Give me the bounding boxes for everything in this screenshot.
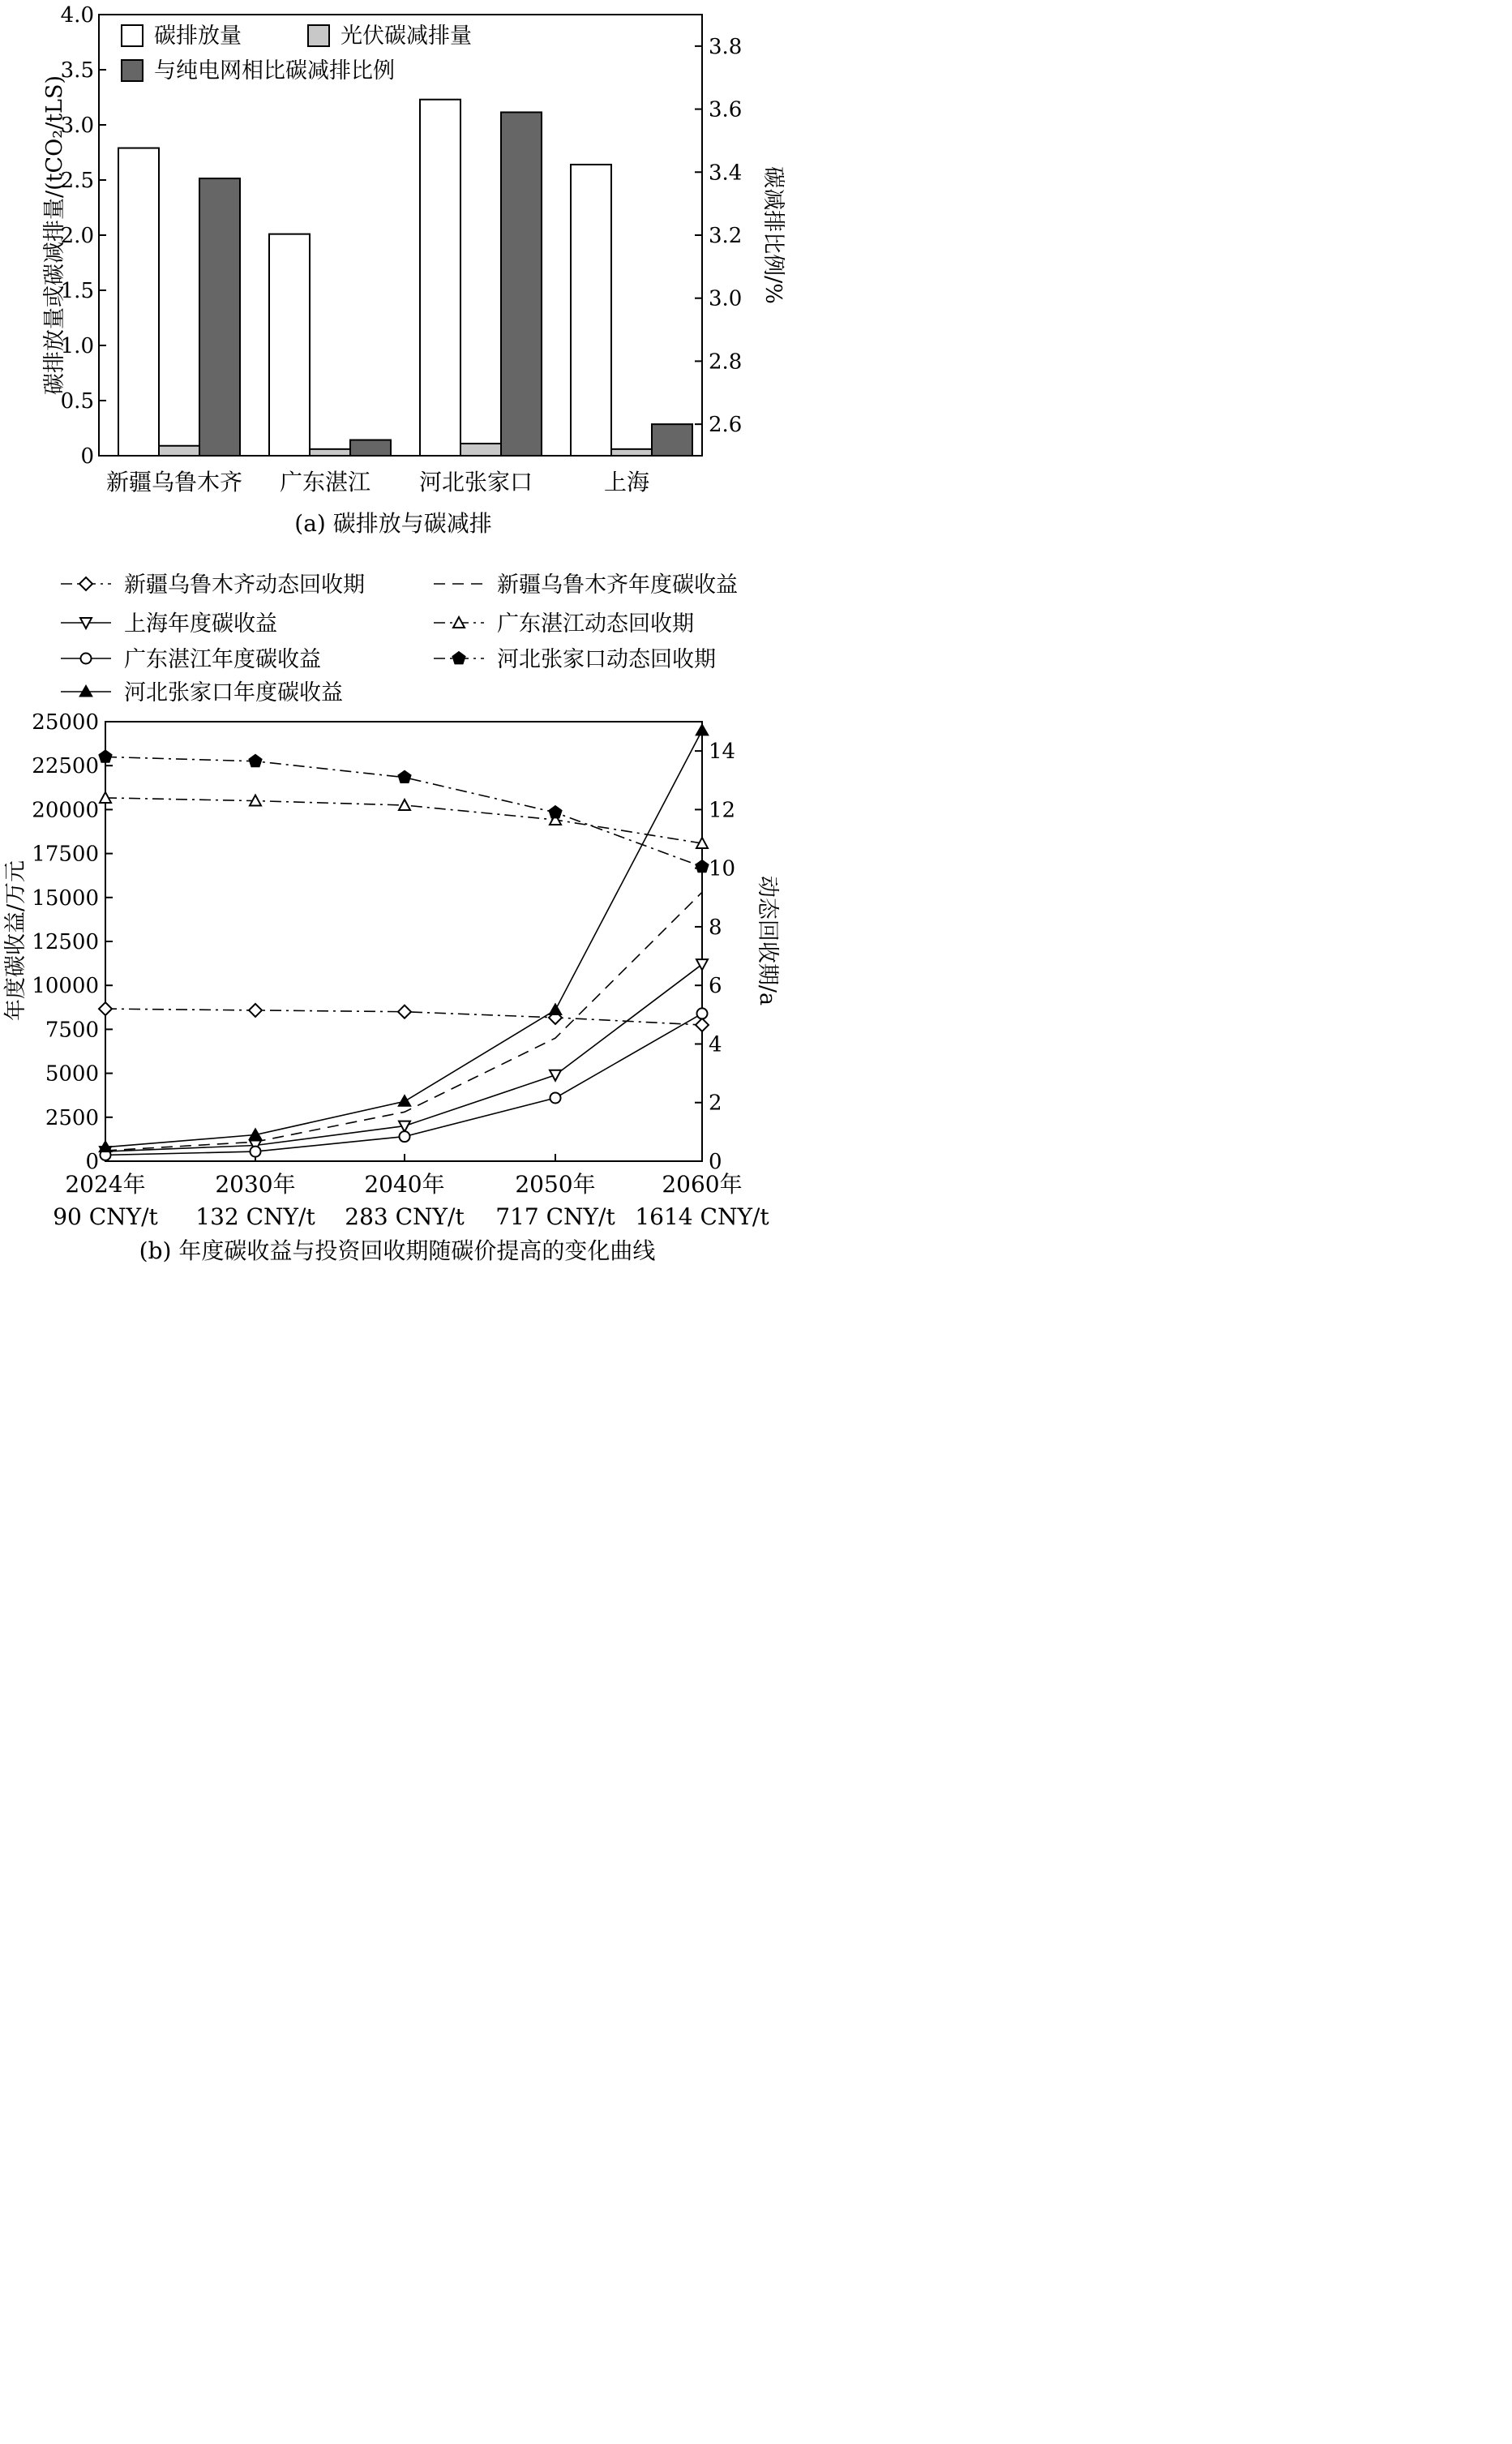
y-tick-label: 10000 (32, 974, 99, 999)
bar-3-1 (199, 178, 240, 456)
y-tick-label: 1.0 (60, 334, 94, 358)
point-5-2 (251, 1147, 261, 1157)
x-tick-label: 2024年 (65, 1171, 146, 1198)
x-tick-label-2: 1614 CNY/t (635, 1203, 769, 1230)
x-tick-label: 2040年 (364, 1171, 445, 1198)
y2-tick-label: 2.8 (709, 349, 743, 375)
point-4-3 (399, 800, 410, 810)
x-tick-label-2: 717 CNY/t (495, 1203, 615, 1230)
legend-swatch (308, 25, 329, 46)
y-tick-label: 25000 (32, 710, 99, 735)
point-5-5 (697, 1008, 708, 1018)
bar-2-2 (310, 449, 350, 456)
point-5-3 (400, 1131, 410, 1142)
y-tick-label: 3.0 (60, 114, 94, 138)
y2-tick-label: 2 (709, 1091, 722, 1116)
legend-label: 广东湛江年度碳收益 (124, 647, 321, 672)
point-7-3 (398, 1095, 411, 1106)
y2-axis-label: 动态回收期/a (755, 875, 780, 1006)
y-tick-label: 7500 (45, 1018, 99, 1043)
legend-label: 河北张家口动态回收期 (497, 647, 716, 672)
legend-label: 河北张家口年度碳收益 (124, 680, 343, 705)
point-1-1 (99, 1002, 112, 1015)
y2-tick-label: 14 (709, 740, 736, 765)
y2-tick-label: 2.6 (709, 413, 743, 438)
legend-label: 上海年度碳收益 (124, 611, 277, 637)
y-tick-label: 3.5 (60, 58, 94, 83)
plot-frame (105, 722, 702, 1161)
legend-marker (79, 577, 92, 590)
legend-marker (79, 685, 92, 697)
y2-tick-label: 3.4 (709, 161, 743, 186)
point-5-4 (550, 1092, 561, 1103)
legend-label: 新疆乌鲁木齐年度碳收益 (497, 572, 738, 598)
bar-3-2 (350, 440, 391, 456)
bar-2-3 (460, 444, 501, 456)
x-tick-label: 上海 (603, 469, 650, 495)
x-tick-label: 广东湛江 (279, 469, 371, 495)
legend-marker (81, 654, 92, 664)
point-3-4 (550, 1070, 561, 1081)
y-tick-label: 22500 (32, 754, 99, 779)
y-tick-label: 1.5 (60, 279, 94, 303)
y2-tick-label: 3.8 (709, 34, 743, 59)
bar-1-1 (118, 148, 159, 456)
legend-label: 新疆乌鲁木齐动态回收期 (124, 572, 365, 598)
y2-tick-label: 3.0 (709, 286, 743, 311)
bar-3-4 (652, 424, 692, 456)
legend-label: 广东湛江动态回收期 (497, 611, 694, 637)
y2-tick-label: 6 (709, 974, 722, 999)
legend-swatch (122, 60, 143, 81)
x-tick-label: 河北张家口 (418, 469, 533, 495)
series-line-2 (105, 892, 702, 1151)
legend-label: 光伏碳减排量 (341, 24, 472, 49)
y2-axis-label: 碳减排比例/% (760, 166, 786, 304)
point-3-5 (696, 959, 708, 970)
y-tick-label: 2.5 (60, 169, 94, 193)
point-7-5 (696, 724, 709, 735)
point-1-2 (249, 1004, 262, 1017)
chart-caption: (a) 碳排放与碳减排 (294, 510, 492, 537)
y-tick-label: 0 (85, 1150, 99, 1174)
bar-3-3 (501, 112, 542, 456)
y-axis-label: 年度碳收益/万元 (3, 860, 28, 1022)
x-tick-label-2: 283 CNY/t (345, 1203, 465, 1230)
y2-tick-label: 12 (709, 798, 736, 823)
point-6-1 (99, 750, 112, 762)
y-tick-label: 2500 (45, 1105, 99, 1130)
point-1-5 (696, 1018, 709, 1031)
chart-a (42, 3, 786, 537)
y-tick-label: 5000 (45, 1061, 99, 1087)
y-tick-label: 15000 (32, 885, 99, 911)
bar-1-3 (420, 100, 460, 456)
point-6-4 (549, 806, 562, 818)
figure (0, 0, 791, 1271)
bar-2-1 (159, 446, 199, 456)
y-tick-label: 2.0 (60, 224, 94, 248)
bar-1-2 (269, 234, 310, 456)
y2-tick-label: 8 (709, 915, 722, 940)
point-1-3 (398, 1005, 411, 1018)
y2-tick-label: 0 (709, 1150, 722, 1174)
y-tick-label: 20000 (32, 798, 99, 823)
point-6-3 (398, 770, 411, 783)
y2-tick-label: 3.2 (709, 224, 743, 248)
x-tick-label: 新疆乌鲁木齐 (105, 469, 243, 495)
y-tick-label: 17500 (32, 842, 99, 867)
y-tick-label: 0 (80, 444, 94, 469)
x-tick-label: 2050年 (515, 1171, 596, 1198)
bar-1-4 (571, 165, 611, 456)
x-tick-label: 2060年 (662, 1171, 743, 1198)
point-6-5 (696, 860, 709, 872)
y-tick-label: 12500 (32, 930, 99, 954)
y-tick-label: 0.5 (60, 389, 94, 414)
point-7-4 (549, 1004, 562, 1015)
x-tick-label: 2030年 (215, 1171, 296, 1198)
legend-label: 碳排放量 (154, 24, 242, 49)
point-6-2 (249, 754, 262, 766)
x-tick-label-2: 132 CNY/t (195, 1203, 315, 1230)
x-tick-label-2: 90 CNY/t (53, 1203, 158, 1230)
legend-label: 与纯电网相比碳减排比例 (154, 58, 395, 84)
chart-b (3, 572, 780, 1264)
chart-caption: (b) 年度碳收益与投资回收期随碳价提高的变化曲线 (139, 1237, 656, 1264)
legend-marker (452, 652, 465, 664)
y-axis-label: 碳排放量或碳减排量/(tCO₂/tLS) (42, 75, 67, 396)
y-tick-label: 4.0 (60, 3, 94, 28)
legend-swatch (122, 25, 143, 46)
y2-tick-label: 4 (709, 1032, 722, 1057)
bar-2-4 (611, 449, 652, 456)
y2-tick-label: 3.6 (709, 97, 743, 122)
series-line-7 (105, 731, 702, 1147)
y2-tick-label: 10 (709, 856, 736, 881)
